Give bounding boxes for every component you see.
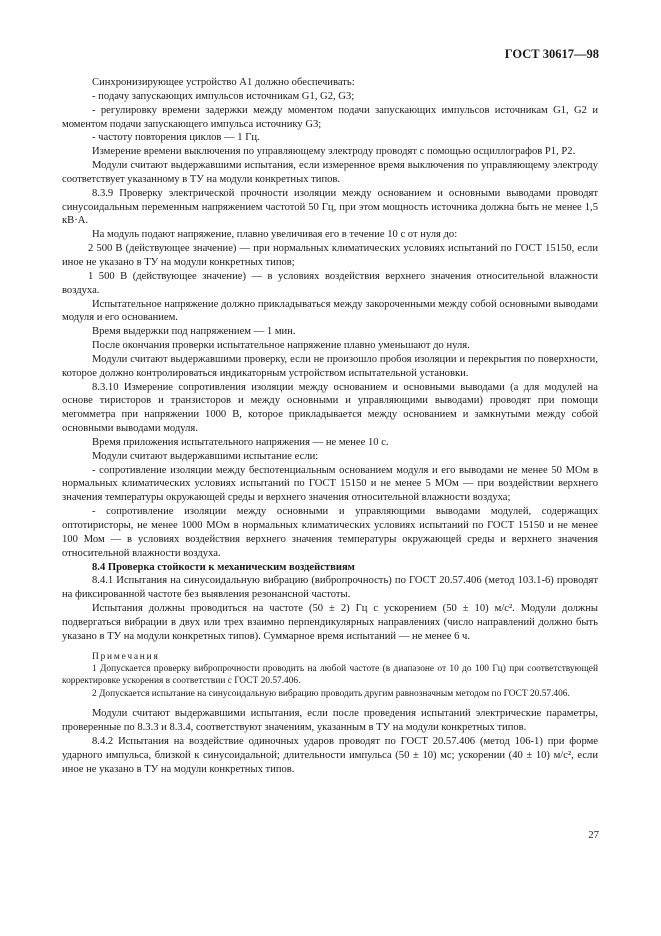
paragraph: Синхронизирующее устройство A1 должно обеспечивать: bbox=[92, 77, 355, 88]
section-8-3-9: 8.3.9 Проверку электрической прочности изоляции между основанием и основными выводами проводят синусоидальным переменным напряжением частотой 50 Гц, при этом мощность источника должна быть не менее 1,5 кВ·А. bbox=[62, 187, 598, 227]
paragraph: Время приложения испытательного напряжения — не менее 10 с. bbox=[92, 436, 389, 448]
paragraph: Измерение времени выключения по управляющему электроду проводят с помощью осциллографов P1, P2. bbox=[92, 146, 576, 158]
paragraph: После окончания проверки испытательное напряжение плавно уменьшают до нуля. bbox=[92, 340, 470, 352]
list-item: - частоту повторения циклов — 1 Гц. bbox=[92, 132, 260, 144]
list-item: - сопротивление изоляции между беспотенциальным основанием модуля и его выводами не менее 50 МОм в нормальных климатических условиях испытаний по ГОСТ 15150 и не менее 5 МОм — при воздействии верхнего значения температуры окружающей среды и верхнего значения относительной влажности воздуха; bbox=[62, 464, 598, 504]
section-8-4-1: 8.4.1 Испытания на синусоидальную вибрацию (вибропрочность) по ГОСТ 20.57.406 (метод 103.1-6) проводят на фиксированной частоте без выявления резонансной частоты. bbox=[62, 575, 598, 601]
section-8-4-2: 8.4.2 Испытания на воздействие одиночных ударов проводят по ГОСТ 20.57.406 (метод 106-1) при форме ударного импульса, близкой к синусоидальной; длительности импульса (50 ± 10) мс; ускорении (40 ± 10) м/с², если иное не указано в ТУ на модули конкретных типов. bbox=[62, 735, 598, 775]
paragraph: Время выдержки под напряжением — 1 мин. bbox=[92, 326, 296, 338]
list-item: 2 500 В (действующее значение) — при нормальных климатических условиях испытаний по ГОСТ 15150, если иное не указано в ТУ на модули конкретных типов; bbox=[62, 243, 598, 268]
page-number: 27 bbox=[588, 829, 599, 841]
section-heading-8-4: 8.4 Проверка стойкости к механическим воздействиям bbox=[92, 561, 355, 573]
section-8-3-10: 8.3.10 Измерение сопротивления изоляции между основанием и основными выводами (а для модулей на основе тиристоров и транзисторов и между основными и управляющими выводами) проводят при помощи мегомметра при напряжении 1000 В, которое прикладывается между основанием и замкнутыми между собой основными выводами модуля. bbox=[62, 381, 598, 435]
note-item: 2 Допускается испытание на синусоидальную вибрацию проводить другим равнозначным методом по ГОСТ 20.57.406. bbox=[92, 688, 570, 699]
paragraph: Испытания должны проводиться на частоте (50 ± 2) Гц с ускорением (50 ± 10) м/с². Модули должны подвергаться вибрации в двух или трех взаимно перпендикулярных направлениях (число направлений должно быть указано в ТУ на модули конкретных типов). Суммарное время испытаний — не менее 6 ч. bbox=[62, 603, 598, 642]
list-item: 1 500 В (действующее значение) — в условиях воздействия верхнего значения относительной влажности воздуха. bbox=[62, 270, 598, 296]
notes-block bbox=[62, 651, 598, 701]
paragraph: Модули считают выдержавшими проверку, если не произошло пробоя изоляции и перекрытия по поверхности, которое должно контролироваться индикаторным устройством испытательной установки. bbox=[62, 353, 598, 379]
list-item: - подачу запускающих импульсов источникам G1, G2, G3; bbox=[92, 90, 355, 102]
document-body bbox=[62, 76, 598, 776]
list-item: - сопротивление изоляции между основными и управляющими выводами модулей, содержащих оптотиристоры, не менее 1000 МОм в нормальных климатических условиях испытаний по ГОСТ 15150 и не менее 100 Мом — в условиях воздействия верхнего значения температуры окружающей среды и верхнего значения относительной влажности воздуха. bbox=[62, 506, 598, 559]
list-item: - регулировку времени задержки между моментом подачи запускающих импульсов источникам G1, G2 и моментом подачи запускающего импульса источнику G3; bbox=[62, 104, 598, 130]
notes-title: Примечания bbox=[92, 651, 160, 662]
note-item: 1 Допускается проверку вибропрочности проводить на любой частоте (в диапазоне от 10 до 100 Гц) при соответствующей корректировке ускорения в соответствии с ГОСТ 20.57.406. bbox=[62, 664, 598, 687]
document-header: ГОСТ 30617—98 bbox=[504, 47, 599, 61]
paragraph: На модуль подают напряжение, плавно увеличивая его в течение 10 с от нуля до: bbox=[92, 229, 458, 241]
paragraph: Модули считают выдержавшими испытания, если после проведения испытаний электрические параметры, проверенные по 8.3.3 и 8.3.4, соответствуют значениям, указанным в ТУ на модули конкретных типов. bbox=[62, 708, 598, 734]
paragraph: Модули считают выдержавшими испытания, если измеренное время выключения по управляющему электроду соответствует указанному в ТУ на модули конкретных типов. bbox=[62, 160, 598, 185]
paragraph: Модули считают выдержавшими испытание если: bbox=[92, 450, 319, 462]
paragraph: Испытательное напряжение должно прикладываться между закороченными между собой основными выводами модуля и его основанием. bbox=[62, 298, 598, 324]
